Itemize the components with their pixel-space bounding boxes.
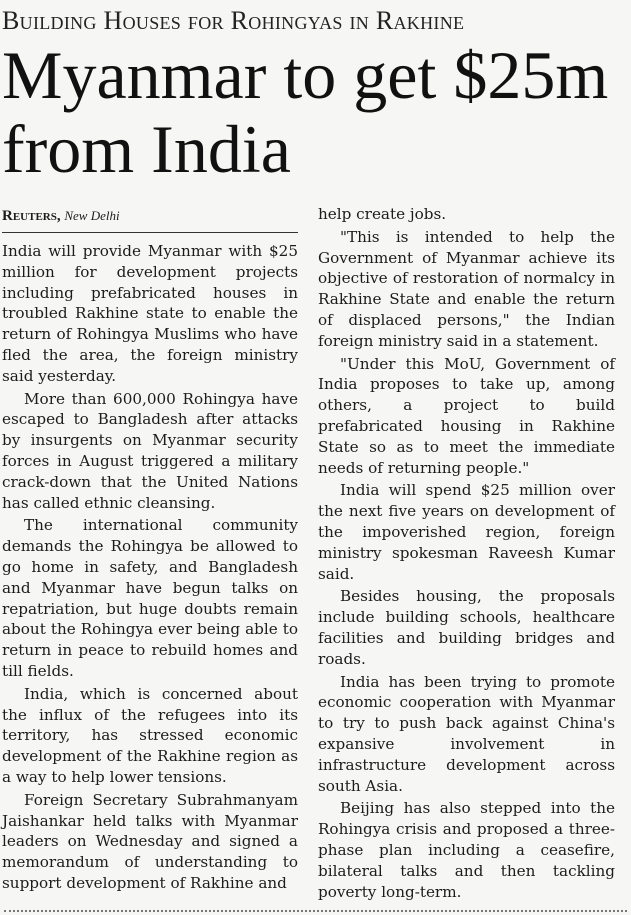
paragraph: "Under this MoU, Government of India proposes to take up, among others, a project to build prefabricated housing in Rakhine State so as to meet the immediate needs of returning people." [318, 354, 615, 477]
paragraph: Besides housing, the proposals include building schools, healthcare facilities and building bridges and roads. [318, 587, 615, 668]
byline-agency: Reuters, [2, 208, 61, 224]
byline-place: New Delhi [64, 208, 120, 223]
left-column [2, 241, 298, 894]
paragraph: India will spend $25 million over the next five years on development of the impoverished region, foreign ministry spokesman Raveesh Kumar said. [318, 481, 615, 583]
article-kicker: Building Houses for Rohingyas in Rakhine [2, 6, 465, 35]
paragraph: Beijing has also stepped into the Rohingya crisis and proposed a three-phase plan including a ceasefire, bilateral talks and then tackling poverty long-term. [318, 799, 615, 901]
paragraph: "This is intended to help the Government of Myanmar achieve its objective of restoration of normalcy in Rakhine State and enable the return of displaced persons," the Indian foreign ministry said in a statement. [318, 227, 615, 350]
bottom-dotted-rule [4, 910, 627, 912]
article-headline: Myanmar to get $25m from India [2, 37, 609, 187]
paragraph: India, which is concerned about the influx of the refugees into its territory, has stressed economic development of the Rakhine region as a way to help lower tensions. [2, 684, 298, 786]
paragraph: Foreign Secretary Subrahmanyam Jaishankar held talks with Myanmar leaders on Wednesday and signed a memorandum of understanding to support development of Rakhine and [2, 790, 298, 892]
paragraph: India will provide Myanmar with $25 million for development projects including prefabricated houses in troubled Rakhine state to enable the return of Rohingya Muslims who have fled the area, the foreign ministry said yesterday. [2, 242, 298, 385]
paragraph: The international community demands the Rohingya be allowed to go home in safety, and Bangladesh and Myanmar have begun talks on repatriation, but huge doubts remain about the Rohingya ever being able to return in peace to rebuild homes and till fields. [2, 516, 298, 680]
right-column [318, 204, 615, 902]
paragraph: More than 600,000 Rohingya have escaped to Bangladesh after attacks by insurgents on Myanmar security forces in August triggered a military crack-down that the United Nations has called ethnic cleansing. [2, 389, 298, 512]
paragraph: help create jobs. [318, 205, 447, 223]
byline [2, 207, 298, 233]
paragraph: India has been trying to promote economic cooperation with Myanmar to try to push back against China's expansive involvement in infrastructure development across south Asia. [318, 672, 615, 795]
